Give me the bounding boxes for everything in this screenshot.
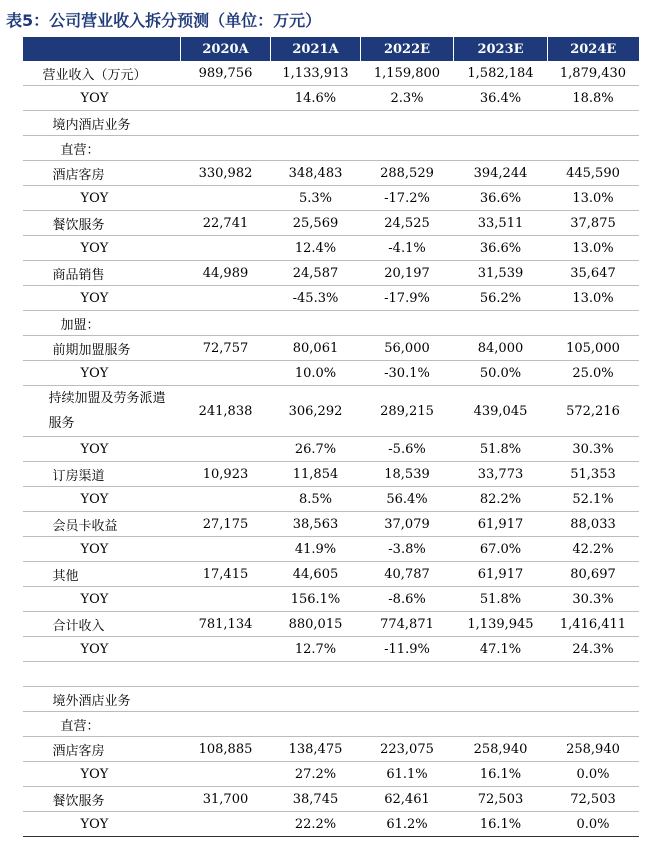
cell-value: 14.6%	[271, 86, 361, 111]
cell-value	[181, 186, 271, 211]
row-label: YOY	[23, 487, 181, 512]
cell-value	[181, 286, 271, 311]
row-label: 商品销售	[23, 261, 181, 286]
cell-value: 0.0%	[548, 812, 639, 837]
cell-value	[361, 111, 454, 136]
row-label: 加盟：	[23, 311, 181, 336]
table-title: 表5：公司营业收入拆分预测（单位：万元）	[6, 11, 322, 30]
cell-value	[454, 136, 548, 161]
cell-value: 36.6%	[454, 236, 548, 261]
cell-value: 289,215	[361, 386, 454, 437]
cell-value	[271, 111, 361, 136]
cell-value: 80,697	[548, 562, 639, 587]
cell-value: 288,529	[361, 161, 454, 186]
cell-value: 88,033	[548, 512, 639, 537]
cell-value: 44,605	[271, 562, 361, 587]
row-label: YOY	[23, 361, 181, 386]
cell-value	[181, 587, 271, 612]
cell-value	[181, 637, 271, 662]
cell-value: 56,000	[361, 336, 454, 361]
cell-value: 38,563	[271, 512, 361, 537]
cell-value: 22.2%	[271, 812, 361, 837]
cell-value: 47.1%	[454, 637, 548, 662]
table-row	[23, 186, 639, 211]
table-row	[23, 111, 639, 136]
cell-value: -17.9%	[361, 286, 454, 311]
row-label: 餐饮服务	[23, 787, 181, 812]
cell-value: 38,745	[271, 787, 361, 812]
row-label: YOY	[23, 762, 181, 787]
header-row	[23, 37, 639, 61]
cell-value: 0.0%	[548, 762, 639, 787]
cell-value: 1,133,913	[271, 61, 361, 86]
cell-value: 61,917	[454, 512, 548, 537]
cell-value: 108,885	[181, 737, 271, 762]
row-label: 会员卡收益	[23, 512, 181, 537]
cell-value: 10.0%	[271, 361, 361, 386]
cell-value: 51.8%	[454, 587, 548, 612]
cell-value: -8.6%	[361, 587, 454, 612]
revenue-breakdown-table	[22, 37, 639, 837]
table-row	[23, 612, 639, 637]
cell-value: 72,503	[548, 787, 639, 812]
row-label: YOY	[23, 812, 181, 837]
cell-value: 439,045	[454, 386, 548, 437]
cell-value	[454, 662, 548, 687]
row-label: 其他	[23, 562, 181, 587]
row-label: YOY	[23, 186, 181, 211]
cell-value: 24.3%	[548, 637, 639, 662]
cell-value	[548, 687, 639, 712]
cell-value: 27.2%	[271, 762, 361, 787]
cell-value: 31,539	[454, 261, 548, 286]
cell-value: 258,940	[454, 737, 548, 762]
cell-value	[548, 136, 639, 161]
cell-value: 67.0%	[454, 537, 548, 562]
cell-value: 572,216	[548, 386, 639, 437]
cell-value	[361, 712, 454, 737]
cell-value: 26.7%	[271, 437, 361, 462]
cell-value: 16.1%	[454, 762, 548, 787]
cell-value	[181, 311, 271, 336]
table-row	[23, 361, 639, 386]
table-row	[23, 61, 639, 86]
cell-value: -4.1%	[361, 236, 454, 261]
cell-value: 330,982	[181, 161, 271, 186]
cell-value: 18,539	[361, 462, 454, 487]
cell-value: 36.4%	[454, 86, 548, 111]
row-label: 境内酒店业务	[23, 111, 181, 136]
cell-value	[181, 537, 271, 562]
cell-value	[271, 687, 361, 712]
table-row	[23, 161, 639, 186]
cell-value	[271, 662, 361, 687]
cell-value: 30.3%	[548, 437, 639, 462]
cell-value: 13.0%	[548, 286, 639, 311]
cell-value: 61.2%	[361, 812, 454, 837]
cell-value: 1,416,411	[548, 612, 639, 637]
row-label: 订房渠道	[23, 462, 181, 487]
cell-value: 5.3%	[271, 186, 361, 211]
cell-value: 445,590	[548, 161, 639, 186]
cell-value	[454, 712, 548, 737]
table-row	[23, 336, 639, 361]
table-row	[23, 311, 639, 336]
cell-value: 2.3%	[361, 86, 454, 111]
table-row	[23, 787, 639, 812]
cell-value: 37,875	[548, 211, 639, 236]
cell-value: 241,838	[181, 386, 271, 437]
row-label: YOY	[23, 236, 181, 261]
cell-value: 1,159,800	[361, 61, 454, 86]
cell-value: 1,582,184	[454, 61, 548, 86]
cell-value: 13.0%	[548, 186, 639, 211]
cell-value: 35,647	[548, 261, 639, 286]
table-row	[23, 637, 639, 662]
row-label: 前期加盟服务	[23, 336, 181, 361]
table-row	[23, 261, 639, 286]
cell-value: -11.9%	[361, 637, 454, 662]
cell-value	[181, 712, 271, 737]
cell-value: 61,917	[454, 562, 548, 587]
table-row	[23, 487, 639, 512]
cell-value	[181, 361, 271, 386]
cell-value: 880,015	[271, 612, 361, 637]
cell-value: 12.4%	[271, 236, 361, 261]
cell-value: 989,756	[181, 61, 271, 86]
cell-value: -17.2%	[361, 186, 454, 211]
row-label: YOY	[23, 637, 181, 662]
table-row	[23, 587, 639, 612]
row-label	[23, 662, 181, 687]
cell-value: 223,075	[361, 737, 454, 762]
cell-value: 62,461	[361, 787, 454, 812]
column-header: 2022E	[361, 37, 454, 61]
cell-value	[454, 687, 548, 712]
cell-value	[271, 311, 361, 336]
cell-value: 8.5%	[271, 487, 361, 512]
cell-value	[181, 86, 271, 111]
cell-value: 20,197	[361, 261, 454, 286]
cell-value	[181, 437, 271, 462]
cell-value	[361, 136, 454, 161]
table-row	[23, 512, 639, 537]
cell-value	[181, 662, 271, 687]
cell-value	[271, 712, 361, 737]
cell-value	[181, 111, 271, 136]
cell-value: 27,175	[181, 512, 271, 537]
cell-value: 16.1%	[454, 812, 548, 837]
cell-value: 25,569	[271, 211, 361, 236]
cell-value: 25.0%	[548, 361, 639, 386]
cell-value: 17,415	[181, 562, 271, 587]
cell-value: -5.6%	[361, 437, 454, 462]
row-label: 境外酒店业务	[23, 687, 181, 712]
cell-value: 36.6%	[454, 186, 548, 211]
cell-value: 44,989	[181, 261, 271, 286]
cell-value: 394,244	[454, 161, 548, 186]
table-row	[23, 562, 639, 587]
table-row	[23, 236, 639, 261]
cell-value	[548, 111, 639, 136]
cell-value: 13.0%	[548, 236, 639, 261]
row-label: 餐饮服务	[23, 211, 181, 236]
cell-value	[361, 311, 454, 336]
row-label: 持续加盟及劳务派遣服务	[23, 386, 181, 437]
cell-value: 348,483	[271, 161, 361, 186]
cell-value: 1,879,430	[548, 61, 639, 86]
cell-value: 781,134	[181, 612, 271, 637]
cell-value	[271, 136, 361, 161]
table-row	[23, 812, 639, 837]
column-header: 2021A	[271, 37, 361, 61]
cell-value: 31,700	[181, 787, 271, 812]
cell-value	[361, 662, 454, 687]
cell-value: 30.3%	[548, 587, 639, 612]
row-label: YOY	[23, 86, 181, 111]
cell-value: 774,871	[361, 612, 454, 637]
cell-value: 51.8%	[454, 437, 548, 462]
cell-value	[181, 136, 271, 161]
cell-value: 51,353	[548, 462, 639, 487]
cell-value	[548, 311, 639, 336]
cell-value: 40,787	[361, 562, 454, 587]
cell-value: 56.2%	[454, 286, 548, 311]
row-label: YOY	[23, 437, 181, 462]
cell-value	[181, 487, 271, 512]
cell-value: 42.2%	[548, 537, 639, 562]
cell-value: 41.9%	[271, 537, 361, 562]
cell-value: 11,854	[271, 462, 361, 487]
cell-value: 82.2%	[454, 487, 548, 512]
table-row	[23, 86, 639, 111]
cell-value: 12.7%	[271, 637, 361, 662]
cell-value: 138,475	[271, 737, 361, 762]
table-row	[23, 437, 639, 462]
row-label: 直营：	[23, 136, 181, 161]
table-row	[23, 712, 639, 737]
table-row	[23, 737, 639, 762]
table-row	[23, 286, 639, 311]
row-label: 营业收入（万元）	[23, 61, 181, 86]
column-header: 2024E	[548, 37, 639, 61]
cell-value: 56.4%	[361, 487, 454, 512]
cell-value	[181, 762, 271, 787]
row-label: 酒店客房	[23, 161, 181, 186]
cell-value: 1,139,945	[454, 612, 548, 637]
cell-value	[361, 687, 454, 712]
column-header: 2020A	[181, 37, 271, 61]
cell-value: 258,940	[548, 737, 639, 762]
cell-value: -30.1%	[361, 361, 454, 386]
cell-value: 84,000	[454, 336, 548, 361]
cell-value	[181, 687, 271, 712]
cell-value: 306,292	[271, 386, 361, 437]
row-label: 酒店客房	[23, 737, 181, 762]
cell-value: 72,757	[181, 336, 271, 361]
row-label: 直营：	[23, 712, 181, 737]
cell-value	[548, 712, 639, 737]
table-row	[23, 136, 639, 161]
cell-value: 24,525	[361, 211, 454, 236]
table-row	[23, 687, 639, 712]
cell-value: 18.8%	[548, 86, 639, 111]
cell-value: 50.0%	[454, 361, 548, 386]
cell-value: -45.3%	[271, 286, 361, 311]
cell-value: 37,079	[361, 512, 454, 537]
cell-value	[548, 662, 639, 687]
cell-value	[181, 812, 271, 837]
cell-value: 22,741	[181, 211, 271, 236]
cell-value: 33,511	[454, 211, 548, 236]
column-header: 2023E	[454, 37, 548, 61]
cell-value: 156.1%	[271, 587, 361, 612]
cell-value	[181, 236, 271, 261]
cell-value: 105,000	[548, 336, 639, 361]
cell-value: 33,773	[454, 462, 548, 487]
cell-value: 52.1%	[548, 487, 639, 512]
table-row	[23, 762, 639, 787]
table-row	[23, 537, 639, 562]
cell-value: 72,503	[454, 787, 548, 812]
cell-value	[454, 311, 548, 336]
table-row	[23, 462, 639, 487]
column-header	[23, 37, 181, 61]
row-label: YOY	[23, 537, 181, 562]
row-label: 合计收入	[23, 612, 181, 637]
cell-value: 61.1%	[361, 762, 454, 787]
table-row	[23, 386, 639, 437]
table-row	[23, 211, 639, 236]
cell-value: 80,061	[271, 336, 361, 361]
row-label: YOY	[23, 587, 181, 612]
cell-value: 10,923	[181, 462, 271, 487]
row-label: YOY	[23, 286, 181, 311]
cell-value: -3.8%	[361, 537, 454, 562]
cell-value	[454, 111, 548, 136]
table-row	[23, 662, 639, 687]
cell-value: 24,587	[271, 261, 361, 286]
